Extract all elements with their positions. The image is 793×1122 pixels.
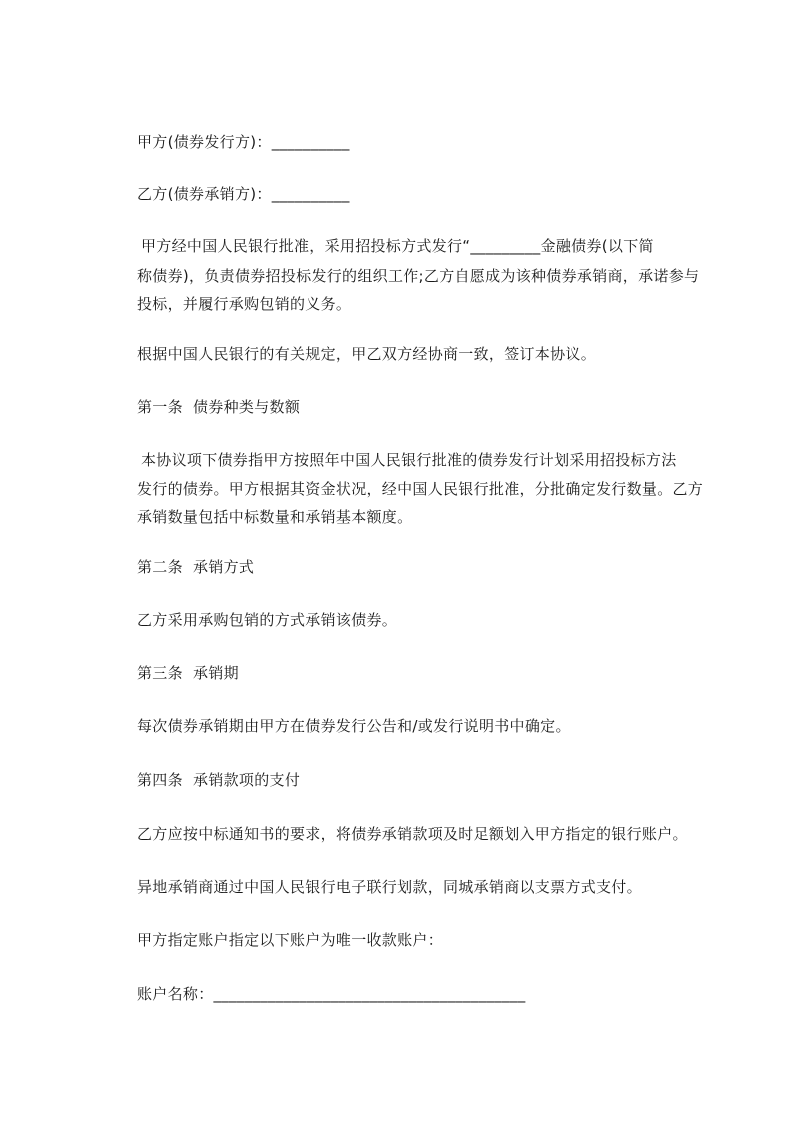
article2-title: 第二条 承销方式 xyxy=(137,558,255,576)
article1-line-2: 发行的债券。甲方根据其资金状况，经中国人民银行批准，分批确定发行数量。乙方 xyxy=(137,480,704,498)
article2-text: 乙方采用承购包销的方式承销该债券。 xyxy=(137,611,398,629)
intro-line-2: 称债券)，负责债券招投标发行的组织工作;乙方自愿成为该种债券承销商，承诺参与 xyxy=(137,267,700,285)
article3-title: 第三条 承销期 xyxy=(137,664,239,682)
article4-paragraph-1: 乙方应按中标通知书的要求，将债券承销款项及时足额划入甲方指定的银行账户。 xyxy=(137,825,688,843)
article3-text: 每次债券承销期由甲方在债券发行公告和/或发行说明书中确定。 xyxy=(137,717,571,735)
intro-line-3: 投标，并履行承购包销的义务。 xyxy=(137,295,352,313)
basis-paragraph: 根据中国人民银行的有关规定，甲乙双方经协商一致，签订本协议。 xyxy=(137,345,597,363)
party-b-line: 乙方(债券承销方)：__________ xyxy=(137,185,350,203)
article1-line-1: 本协议项下债券指甲方按照年中国人民银行批准的债券发行计划采用招投标方法 xyxy=(141,451,677,469)
article4-paragraph-3: 甲方指定账户指定以下账户为唯一收款账户： xyxy=(137,931,444,949)
intro-line-1: 甲方经中国人民银行批准，采用招投标方式发行“_________金融债券(以下简 xyxy=(141,237,654,255)
party-a-line: 甲方(债券发行方)：__________ xyxy=(137,133,350,151)
article1-title: 第一条 债券种类与数额 xyxy=(137,398,301,416)
article1-line-3: 承销数量包括中标数量和承销基本额度。 xyxy=(137,508,413,526)
account-name-field: 账户名称：________________________________________ xyxy=(137,985,526,1003)
article4-paragraph-2: 异地承销商通过中国人民银行电子联行划款，同城承销商以支票方式支付。 xyxy=(137,878,642,896)
article4-title: 第四条 承销款项的支付 xyxy=(137,771,301,789)
